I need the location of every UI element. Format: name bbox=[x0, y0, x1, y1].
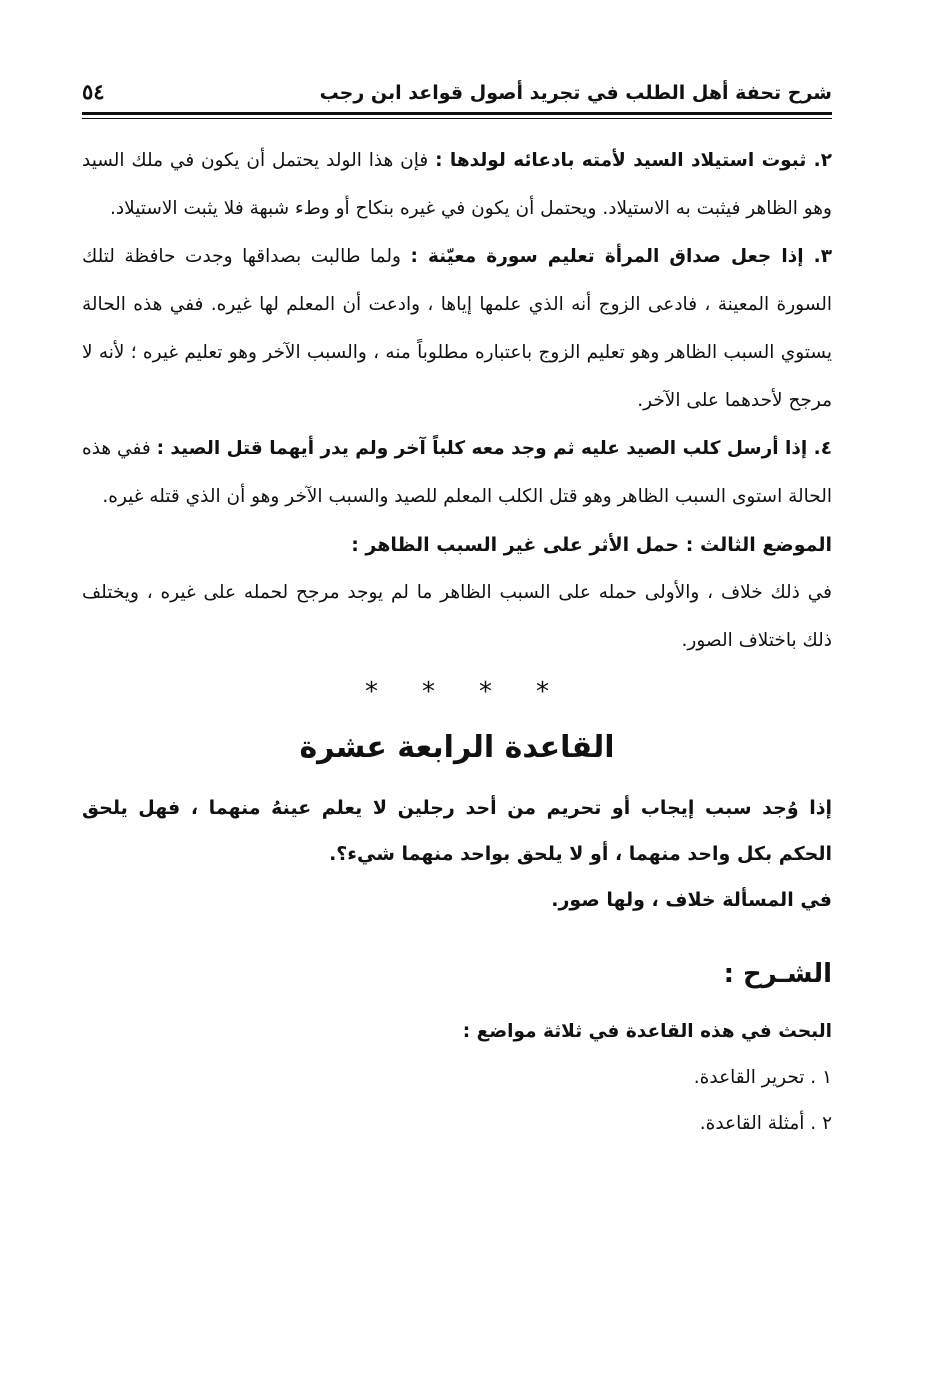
rule-title: القاعدة الرابعة عشرة bbox=[299, 730, 615, 765]
example-item-4-lead: ٤. إذا أرسل كلب الصيد عليه ثم وجد معه كلباً آخر ولم يدر أيهما قتل الصيد : bbox=[156, 438, 833, 459]
example-item-2-text: فإن هذا الولد يحتمل أن يكون في ملك السيد وهو الظاهر فيثبت به الاستيلاد. ويحتمل أن يكون في غيره بنكاح أو وطء شبهة فلا يثبت الاستيلاد. bbox=[82, 150, 832, 219]
example-item-4-text: ففي هذه الحالة استوى السبب الظاهر وهو قتل الكلب المعلم للصيد والسبب الآخر وهو أن الذي قتله غيره. bbox=[82, 438, 832, 507]
page bbox=[82, 70, 832, 1147]
running-header bbox=[82, 70, 832, 104]
section-separator bbox=[82, 677, 832, 707]
example-item-2 bbox=[82, 137, 832, 233]
separator-star: * bbox=[422, 677, 435, 707]
example-item-3 bbox=[82, 233, 832, 425]
third-position-text: في ذلك خلاف ، والأولى حمله على السبب الظاهر ما لم يوجد مرجح لحمله على غيره ، ويختلف ذلك باختلاف الصور. bbox=[82, 582, 832, 651]
sharh-heading: الشـرح : bbox=[723, 959, 832, 989]
example-item-2-lead: ٢. ثبوت استيلاد السيد لأمته بادعائه لولدها : bbox=[435, 150, 832, 171]
separator-star: * bbox=[365, 677, 378, 707]
example-item-4 bbox=[82, 425, 832, 521]
example-item-3-text: ولما طالبت بصداقها وجدت حافظة لتلك السورة المعينة ، فادعى الزوج أنه الذي علمها إياها ، وادعت أن المعلم لها غيره. ففي هذه الحالة يستوي السبب الظاهر وهو تعليم الزوج باعتباره مطلوباً منه ، والسبب الآخر وهو تعليم غيره ؛ لأنه لا مرجح لأحدهما على الآخر. bbox=[82, 246, 832, 411]
example-item-3-lead: ٣. إذا جعل صداق المرأة تعليم سورة معيّنة : bbox=[410, 246, 832, 267]
rule-statement: إذا وُجد سبب إيجاب أو تحريم من أحد رجلين لا يعلم عينهُ منهما ، فهل يلحق الحكم بكل واحد منهما ، أو لا يلحق بواحد منهما شيء؟. bbox=[82, 797, 832, 865]
rule-note: في المسألة خلاف ، ولها صور. bbox=[551, 889, 832, 911]
header-rule-thin bbox=[82, 118, 832, 119]
third-position-heading: الموضع الثالث : حمل الأثر على غير السبب الظاهر : bbox=[351, 534, 832, 556]
sharh-intro: البحث في هذه القاعدة في ثلاثة مواضع : bbox=[462, 1021, 832, 1042]
sharh-list-item: ٢ . أمثلة القاعدة. bbox=[699, 1113, 832, 1134]
sharh-list-item: ١ . تحرير القاعدة. bbox=[693, 1067, 832, 1088]
page-number: ٥٤ bbox=[82, 79, 105, 104]
separator-star: * bbox=[536, 677, 549, 707]
separator-star: * bbox=[479, 677, 492, 707]
header-rule-thick bbox=[82, 112, 832, 115]
book-title: شرح تحفة أهل الطلب في تجريد أصول قواعد ابن رجب bbox=[319, 82, 832, 104]
